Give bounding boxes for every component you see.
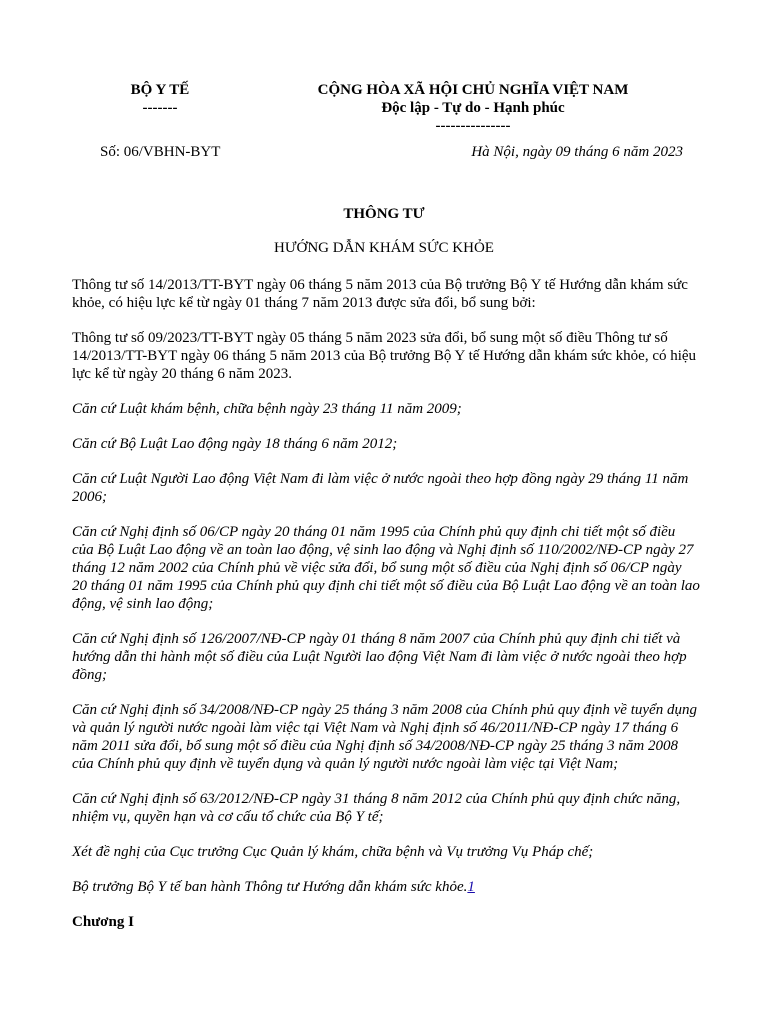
republic-name: CỘNG HÒA XÃ HỘI CHỦ NGHĨA VIỆT NAM: [317, 82, 629, 98]
proposal-paragraph: Xét đề nghị của Cục trưởng Cục Quản lý khám, chữa bệnh và Vụ trưởng Vụ Pháp chế;: [72, 844, 594, 860]
issuing-agency: BỘ Y TẾ: [130, 82, 190, 98]
legal-basis-paragraph: Căn cứ Luật khám bệnh, chữa bệnh ngày 23 tháng 11 năm 2009;: [72, 401, 462, 417]
legal-basis-paragraph: Căn cứ Nghị định số 126/2007/NĐ-CP ngày 01 tháng 8 năm 2007 của Chính phủ quy định chi tiết và hướng dẫn thi hành một số điều của Luật Người lao động Việt Nam đi làm việc ở nước ngoài theo hợp đồng;: [72, 631, 687, 683]
intro-paragraph: Thông tư số 09/2023/TT-BYT ngày 05 tháng 5 năm 2023 sửa đổi, bổ sung một số điều Thông tư số 14/2013/TT-BYT ngày 06 tháng 5 năm 2013 của Bộ trưởng Bộ Y tế Hướng dẫn khám sức khỏe, có hiệu lực kể từ ngày 20 tháng 6 năm 2023.: [72, 330, 697, 382]
legal-basis-paragraph: Căn cứ Nghị định số 06/CP ngày 20 tháng 01 năm 1995 của Chính phủ quy định chi tiết một số điều của Bộ Luật Lao động về an toàn lao động, vệ sinh lao động và Nghị định số 110/2002/NĐ-CP ngày 27 tháng 12 năm 2002 của Chính phủ về việc sửa đổi, bổ sung một số điều của Nghị định số 06/CP ngày 20 tháng 01 năm 1995 của Chính phủ quy định chi tiết một số điều của Bộ Luật Lao động về an toàn lao động, vệ sinh lao động;: [72, 524, 700, 612]
legal-basis-paragraph: Căn cứ Bộ Luật Lao động ngày 18 tháng 6 năm 2012;: [72, 436, 398, 452]
motto-divider: ---------------: [435, 118, 511, 134]
document-subtitle: HƯỚNG DẪN KHÁM SỨC KHỎE: [274, 240, 494, 256]
issuing-agency-block: [60, 81, 260, 117]
place-and-date: Hà Nội, ngày 09 tháng 6 năm 2023: [471, 144, 683, 160]
legal-basis-paragraph: Căn cứ Nghị định số 63/2012/NĐ-CP ngày 31 tháng 8 năm 2012 của Chính phủ quy định chức năng, nhiệm vụ, quyền hạn và cơ cấu tổ chức của Bộ Y tế;: [72, 791, 681, 825]
chapter-heading: Chương I: [72, 914, 134, 930]
legal-basis-paragraph: Căn cứ Luật Người Lao động Việt Nam đi làm việc ở nước ngoài theo hợp đồng ngày 29 tháng 11 năm 2006;: [72, 471, 689, 505]
document-number: Số: 06/VBHN-BYT: [100, 144, 221, 160]
national-heading-block: [300, 81, 646, 135]
document-body: [72, 276, 700, 948]
national-motto: Độc lập - Tự do - Hạnh phúc: [381, 100, 565, 116]
legal-basis-paragraph: Căn cứ Nghị định số 34/2008/NĐ-CP ngày 25 tháng 3 năm 2008 của Chính phủ quy định về tuyển dụng và quản lý người nước ngoài làm việc tại Việt Nam và Nghị định số 46/2011/NĐ-CP ngày 17 tháng 6 năm 2011 sửa đổi, bổ sung một số điều của Nghị định số 34/2008/NĐ-CP ngày 25 tháng 3 năm 2008 của Chính phủ quy định về tuyển dụng và quản lý người nước ngoài làm việc tại Việt Nam;: [72, 702, 697, 772]
agency-divider: -------: [142, 100, 178, 116]
intro-paragraph: Thông tư số 14/2013/TT-BYT ngày 06 tháng 5 năm 2013 của Bộ trưởng Bộ Y tế Hướng dẫn khám sức khỏe, có hiệu lực kể từ ngày 01 tháng 7 năm 2013 được sửa đổi, bổ sung bởi:: [72, 277, 688, 311]
promulgation-text: Bộ trưởng Bộ Y tế ban hành Thông tư Hướng dẫn khám sức khỏe.: [72, 879, 468, 895]
footnote-link[interactable]: 1: [467, 879, 475, 895]
promulgation-paragraph: [72, 878, 700, 896]
document-type-title: THÔNG TƯ: [343, 206, 425, 222]
